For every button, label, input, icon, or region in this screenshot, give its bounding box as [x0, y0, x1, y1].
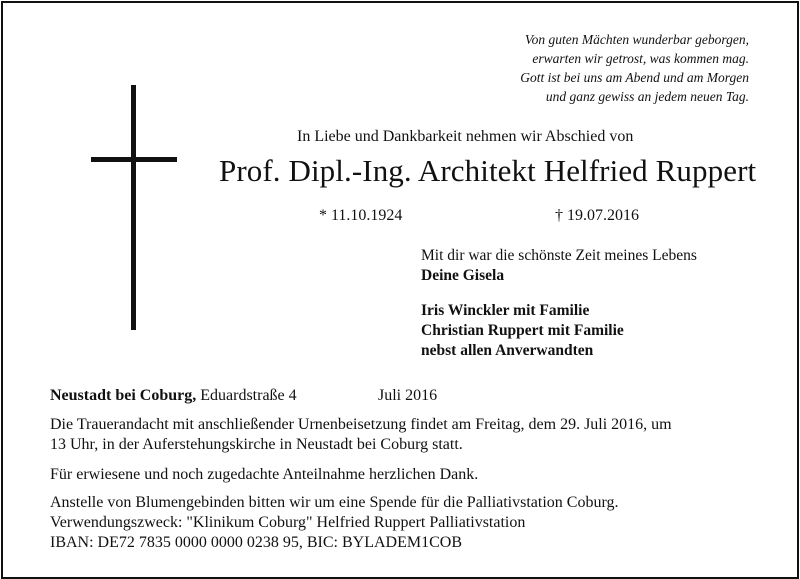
thanks-note: Für erwiesene und noch zugedachte Anteilnahme herzlichen Dank. — [50, 466, 479, 483]
birth-date: * 11.10.1924 — [319, 207, 403, 224]
service-line: Die Trauerandacht mit anschließender Urnenbeisetzung findet am Freitag, dem 29. Juli 2016, um — [50, 416, 672, 433]
obituary-frame — [1, 1, 799, 579]
donation-line: Verwendungszweck: "Klinikum Coburg" Helfried Ruppert Palliativstation — [50, 514, 526, 531]
donation-notice — [50, 493, 770, 553]
street-address: Eduardstraße 4 — [200, 387, 297, 404]
bonhoeffer-quote — [389, 30, 749, 106]
cross-horizontal-bar — [91, 157, 177, 162]
cross-icon — [91, 85, 177, 330]
dedication-line: Mit dir war die schönste Zeit meines Lebens — [421, 247, 697, 264]
mourner-entry: Iris Winckler mit Familie — [421, 302, 590, 319]
place-and-date — [50, 387, 438, 405]
quote-line: Gott ist bei uns am Abend und am Morgen — [520, 70, 749, 85]
spouse-dedication — [421, 246, 697, 286]
notice-month: Juli 2016 — [378, 387, 438, 404]
service-line: 13 Uhr, in der Auferstehungskirche in Neustadt bei Coburg statt. — [50, 436, 463, 453]
farewell-intro: In Liebe und Dankbarkeit nehmen wir Abschied von — [297, 128, 634, 145]
mourner-entry: nebst allen Anverwandten — [421, 342, 594, 359]
donation-line: Anstelle von Blumengebinden bitten wir um eine Spende für die Palliativstation Coburg. — [50, 494, 619, 511]
mourners-list — [421, 301, 624, 361]
cross-vertical-bar — [131, 85, 136, 330]
dedication-signature: Deine Gisela — [421, 267, 505, 284]
quote-line: Von guten Mächten wunderbar geborgen, — [524, 32, 749, 47]
donation-line: IBAN: DE72 7835 0000 0000 0238 95, BIC: BYLADEM1COB — [50, 534, 463, 551]
mourner-entry: Christian Ruppert mit Familie — [421, 322, 624, 339]
death-date: † 19.07.2016 — [555, 207, 639, 224]
quote-line: erwarten wir getrost, was kommen mag. — [532, 51, 749, 66]
deceased-name: Prof. Dipl.-Ing. Architekt Helfried Ruppert — [219, 153, 757, 188]
service-notice — [50, 415, 770, 455]
quote-line: und ganz gewiss an jedem neuen Tag. — [545, 89, 749, 104]
town: Neustadt bei Coburg, — [50, 387, 197, 404]
